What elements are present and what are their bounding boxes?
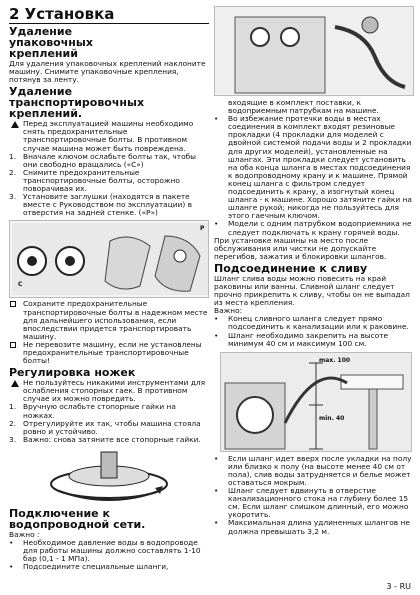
warning-feet — [9, 379, 209, 403]
section-title: 2 Установка — [9, 6, 209, 24]
step-text: Отрегулируйте их так, чтобы машина стояла ровно и устойчиво. — [23, 418, 201, 436]
list-item: 2. Отрегулируйте их так, чтобы машина стояла ровно и устойчиво. — [9, 418, 201, 436]
list-item: • Подсоедините специальные шланги, — [9, 562, 169, 572]
drain-height-illustration — [221, 353, 411, 451]
bullet-text: Шланг необходимо закрепить на высоте минимум 40 см и максимум 100 см. — [228, 330, 389, 348]
heading-adjust-feet: Регулировка ножек — [9, 366, 136, 380]
note-text: Сохраните предохранительные транспортировочные болты в надежном месте для дальнейшего использования, если впоследствии придется транспортировать машину. — [23, 299, 208, 341]
bullet-text: Максимальная длина удлиненных шлангов не должна превышать 3,2 м. — [228, 518, 410, 536]
step-text: Установите заглушки (находятся в пакете вместе с Руководством по эксплуатации) в отверстия на задней стенке. («Р») — [23, 192, 192, 218]
warning-feet-text: Не пользуйтесь никакими инструментами для ослабления стопорных гаек. В противном случае их можно повредить. — [23, 378, 206, 404]
page-number: 3 - RU — [386, 582, 411, 591]
step-text: Вручную ослабьте стопорные гайки на ножках. — [23, 402, 176, 420]
step-text: Снимите предохранительные транспортировочные болты, осторожно поворачивая их. — [23, 167, 180, 194]
list-item: • Шланг необходимо закрепить на высоте минимум 40 см и максимум 100 см. — [214, 330, 389, 348]
right-column — [214, 6, 414, 536]
step-text: Вначале ключом ослабьте болты так, чтобы они свободно вращались («С») — [23, 151, 196, 169]
note-icon — [10, 342, 16, 348]
list-item: • Необходимое давление воды в водопроводе для работы машины должно составлять 1-10 бар (0,1 - 1 МПа). — [9, 538, 201, 564]
adjustable-foot-illustration — [29, 446, 189, 506]
paragraph-after-service: При установке машины на место после обслуживания или чистки не допускайте перегибов, зажатия и блокировки шлангов. — [214, 235, 387, 261]
hose-connection-figure — [214, 6, 414, 96]
list-item: • Максимальная длина удлиненных шлангов не должна превышать 3,2 м. — [214, 518, 410, 536]
paragraph-drain: Шланг слива воды можно повесить на край раковины или ванны. Сливной шланг следует прочно прикрепить к сливу, чтобы он не выпадал из места крепления. — [214, 273, 410, 308]
left-column — [9, 6, 209, 571]
important-label: Важно : — [9, 529, 40, 539]
list-item: • Если шланг идет вверх после укладки на полу или близко к полу (на высоте менее 40 см от пола), слив воды затрудняется и белье может оставаться мокрым. — [214, 453, 412, 487]
step-text: Важно: снова затяните все стопорные гайки. — [23, 434, 201, 444]
transport-bolts-figure — [9, 220, 209, 298]
warning-icon — [11, 121, 19, 128]
list-item: 2. Снимите предохранительные транспортировочные болты, осторожно поворачивая их. — [9, 167, 180, 194]
paragraph-hoses-continued: входящие в комплект поставки, к водоприемным патрубкам на машине. — [228, 98, 379, 116]
note-transport — [9, 341, 209, 365]
feet-figure — [29, 446, 209, 506]
list-item: 1. Вначале ключом ослабьте болты так, чтобы они свободно вращались («С») — [9, 151, 196, 169]
bullet-text: Шланг следует вдвинуть в отверстие канализационного стока на глубину более 15 см. Если шланг слишком длинный, его можно укоротить. — [228, 486, 409, 520]
heading-drain-connection: Подсоединение к сливу — [214, 261, 368, 275]
list-item: • Модели с одним патрубком водоприемника не следует подключать к крану горячей воды. — [214, 219, 412, 237]
figure-label-min: min. 40 — [319, 414, 345, 422]
bullet-text: Модели с одним патрубком водоприемника не следует подключать к крану горячей воды. — [228, 219, 412, 237]
list-item: 1. Вручную ослабьте стопорные гайки на ножках. — [9, 402, 176, 420]
hose-connection-illustration — [215, 7, 414, 95]
bullet-text: Во избежание протечки воды в местах соединения в комплект входят резиновые прокладки (4 прокладки для моделей с двойной системой подачи воды и 2 прокладки для других моделей), установленные на шлангах. Эти прокладки следует установить на оба конца шланга в местах подсоединения к водопроводному крану и к машине. Прямой конец шланга с фильтром следует подсоединить к крану, а изогнутый конец шланга - к машине. Хорошо затяните гайки на шланге рукой; никогда не пользуйтесь для этого гаечным ключом. — [228, 114, 412, 221]
list-item: 3. Важно: снова затяните все стопорные гайки. — [9, 434, 201, 444]
note-icon — [10, 301, 16, 307]
bullet-text: Необходимое давление воды в водопроводе для работы машины должно составлять 1-10 бар (0,1 - 1 МПа). — [23, 538, 201, 564]
list-item: • Шланг следует вдвинуть в отверстие канализационного стока на глубину более 15 см. Если шланг слишком длинный, его можно укоротить. — [214, 486, 409, 520]
heading-water-connection: Подключение к водопроводной сети. — [9, 506, 146, 531]
list-item: 3. Установите заглушки (находятся в пакете вместе с Руководством по эксплуатации) в отверстия на задней стенке. («Р») — [9, 192, 192, 218]
note-keep-bolts — [9, 300, 209, 340]
drain-height-figure — [220, 352, 412, 452]
important-label: Важно: — [214, 306, 243, 316]
list-item: • Во избежание протечки воды в местах соединения в комплект входят резиновые прокладки (4 прокладки для моделей с двойной системой подачи воды и 2 прокладки для других моделей), установленные на шлангах. Эти прокладки следует установить на оба конца шланга в местах подсоединения к водопроводному крану и к машине. Прямой конец шланга с фильтром следует подсоединить к крану, а изогнутый конец шланга - к машине. Хорошо затяните гайки на шланге рукой; никогда не пользуйтесь для этого гаечным ключом. — [214, 114, 412, 221]
warning-icon — [11, 380, 19, 387]
note-text: Не перевозите машину, если не установлены предохранительные транспортировочные болты! — [23, 339, 202, 366]
heading-remove-packaging: Удаление упаковочных креплений — [9, 25, 93, 60]
transport-bolts-illustration — [10, 221, 209, 297]
list-item: • Конец сливного шланга следует прямо подсоединить к канализации или к раковине. — [214, 314, 409, 332]
bullet-text: Подсоедините специальные шланги, — [23, 562, 169, 572]
warning-transport-text: Перед эксплуатацией машины необходимо снять предохранительные транспортировочные болты. В противном случае машина может быть повреждена. — [23, 119, 194, 153]
figure-label-max: max. 100 — [319, 356, 351, 364]
warning-transport — [9, 120, 209, 152]
figure-label-c: C — [18, 281, 23, 289]
figure-label-p: P — [200, 225, 205, 233]
bullet-text: Конец сливного шланга следует прямо подсоединить к канализации или к раковине. — [228, 314, 409, 332]
heading-transport-bolts: Удаление транспортировочных креплений. — [9, 85, 145, 121]
bullet-text: Если шланг идет вверх после укладки на полу или близко к полу (на высоте менее 40 см от пола), слив воды затрудняется и белье может оставаться мокрым. — [228, 453, 412, 487]
paragraph-remove-packaging: Для удаления упаковочных креплений наклоните машину. Снимите упаковочные крепления, потянув за ленту. — [9, 59, 206, 85]
